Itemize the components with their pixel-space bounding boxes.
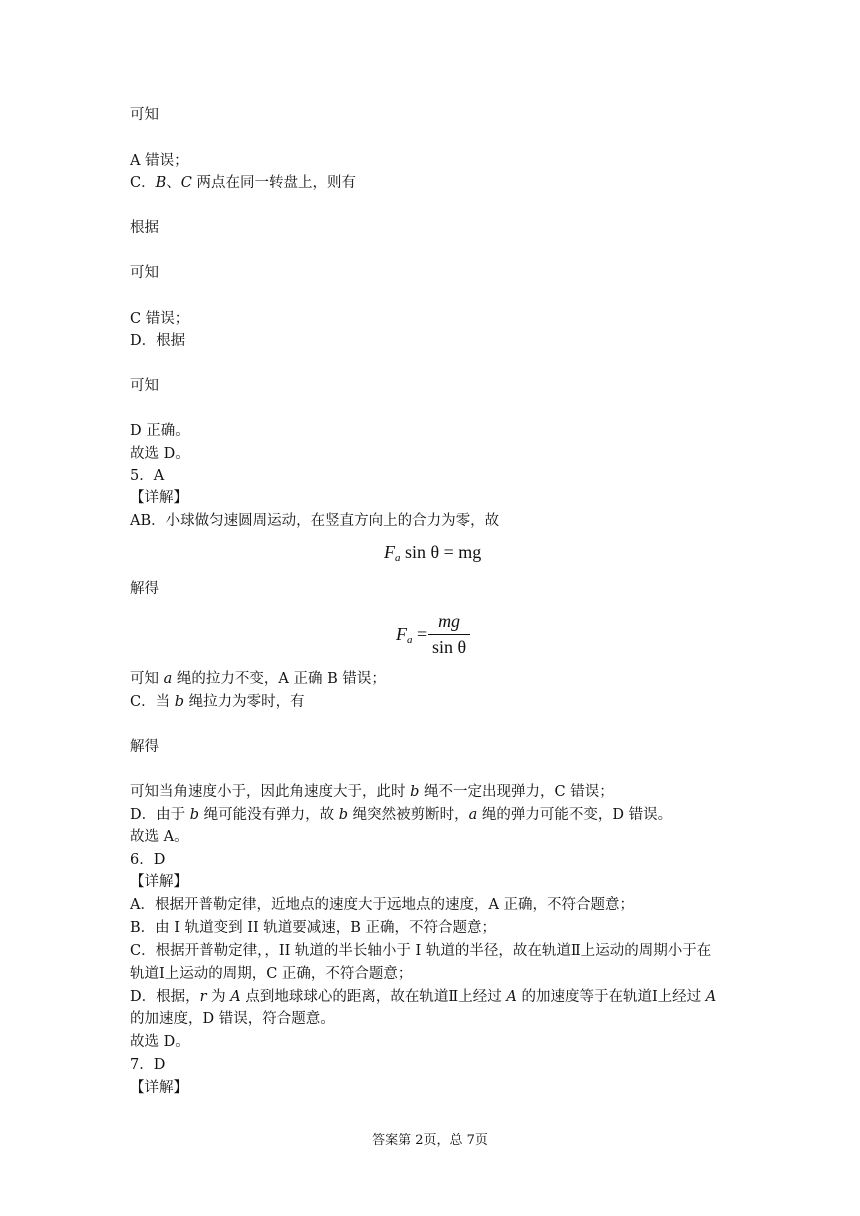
section-heading: 【详解】	[130, 490, 188, 506]
text-line: 解得	[130, 581, 159, 597]
page-footer: 答案第 2页，总 7页	[372, 1133, 488, 1148]
text-line: 可知	[130, 107, 159, 123]
text-line: A．根据开普勒定律，近地点的速度大于远地点的速度，A 正确，不符合题意；	[130, 897, 635, 913]
equation-2-fraction: mg sin θ	[428, 611, 470, 658]
text-line: D．根据	[130, 333, 186, 349]
text-line: D 正确。	[130, 423, 190, 439]
text-line: C．根据开普勒定律，，II 轨道的半长轴小于 I 轨道的半径，故在轨道Ⅱ上运动的周期小于在	[130, 943, 712, 959]
text-line: AB．小球做匀速圆周运动，在竖直方向上的合力为零，故	[130, 513, 500, 529]
question-number: 6．D	[130, 852, 166, 868]
text-line: 故选 D。	[130, 446, 190, 462]
text-line: 轨道Ⅰ上运动的周期，C 正确，不符合题意；	[130, 966, 413, 982]
section-heading: 【详解】	[130, 874, 188, 890]
text-line: 根据	[130, 220, 159, 236]
text-line: 解得	[130, 739, 159, 755]
text-line: 可知	[130, 265, 159, 281]
text-line: 可知	[130, 378, 159, 394]
text-line: 故选 A。	[130, 829, 189, 845]
text-line: C．B、C 两点在同一转盘上，则有	[130, 175, 356, 191]
equation-2: $F_a$ =	[396, 624, 428, 646]
question-number: 5．A	[130, 468, 165, 484]
text-line: D．由于 b 绳可能没有弹力，故 b 绳突然被剪断时，a 绳的弹力可能不变，D 错误。	[130, 807, 673, 823]
text-line: 的加速度，D 错误，符合题意。	[130, 1011, 335, 1027]
equation-1: $F_a$ sin θ = mg	[384, 542, 482, 564]
text-line: D．根据，r 为 A 点到地球球心的距离，故在轨道Ⅱ上经过 A 的加速度等于在轨道Ⅰ上经过 A	[130, 989, 717, 1005]
text-line: A 错误；	[130, 153, 189, 169]
text-line: C 错误；	[130, 311, 190, 327]
text-line: C．当 b 绳拉力为零时，有	[130, 694, 305, 710]
section-heading: 【详解】	[130, 1080, 188, 1096]
text-line: 可知当角速度小于，因此角速度大于，此时 b 绳不一定出现弹力，C 错误；	[130, 784, 614, 800]
text-line: B．由 I 轨道变到 II 轨道要减速，B 正确，不符合题意；	[130, 920, 497, 936]
question-number: 7．D	[130, 1057, 166, 1073]
text-line: 故选 D。	[130, 1034, 190, 1050]
text-line: 可知 a 绳的拉力不变，A 正确 B 错误；	[130, 671, 386, 687]
